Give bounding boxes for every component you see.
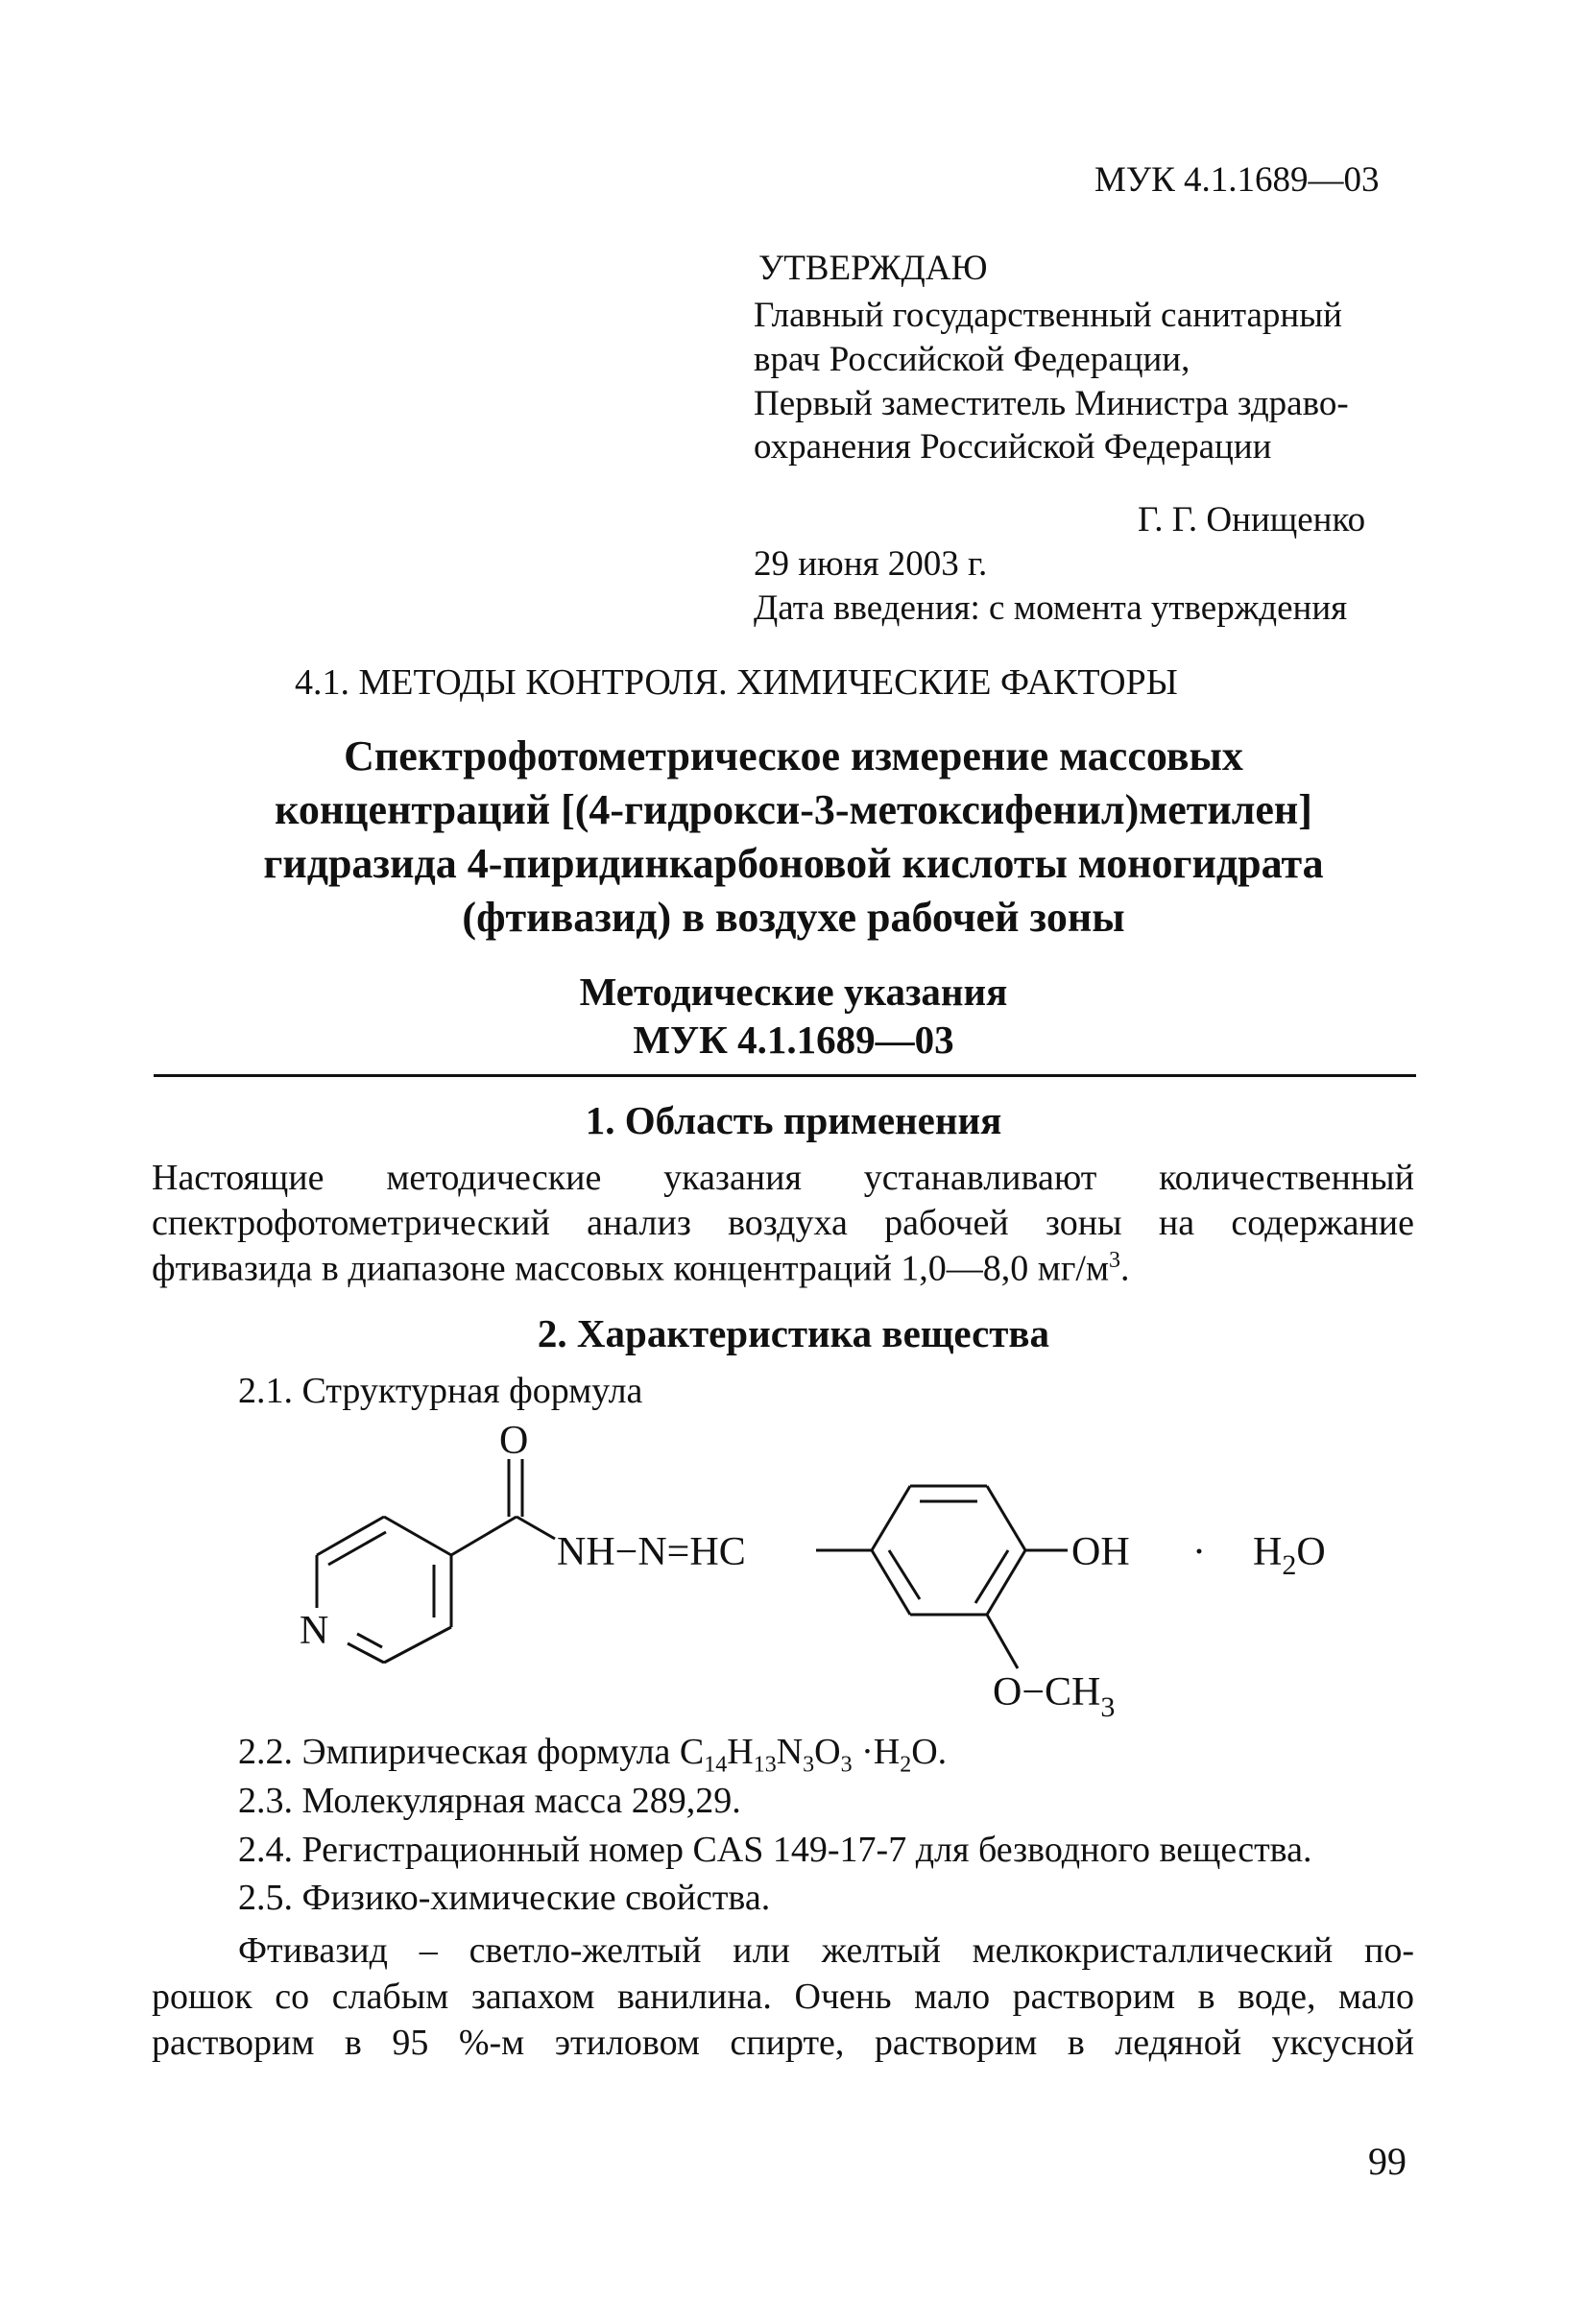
hydrazone-chain-label: NH−N=HC — [557, 1530, 746, 1574]
pyridine-bond — [384, 1627, 451, 1663]
benzene-double-bond — [975, 1550, 1008, 1603]
oxygen-label: O — [499, 1419, 529, 1463]
page-number: 99 — [1368, 2140, 1407, 2183]
list-item: 2.4. Регистрационный номер CAS 149-17-7 для безводного вещества. — [238, 1830, 1312, 1870]
carbonyl-bond — [451, 1517, 517, 1555]
approval-line: Главный государственный санитарный — [754, 296, 1342, 335]
benzene-bond — [872, 1550, 910, 1615]
approval-line: охранения Российской Федерации — [754, 427, 1272, 467]
pyridine-bond — [317, 1517, 384, 1555]
document-subtitle-code: МУК 4.1.1689—03 — [633, 1018, 954, 1062]
methoxy-bond — [987, 1615, 1018, 1668]
paragraph-line: растворим в 95 %-м этиловом спирте, растворим в ледяной уксусной — [152, 2023, 1414, 2063]
approval-date: 29 июня 2003 г. — [754, 544, 988, 584]
paragraph-line: рошок со слабым запахом ванилина. Очень мало растворим в воде, мало — [152, 1977, 1414, 2017]
benzene-bond — [872, 1486, 910, 1550]
pyridine-double-bond — [328, 1532, 386, 1565]
section-heading: 1. Область применения — [585, 1098, 1002, 1142]
methoxy-label: $O-CH_3$ — [993, 1670, 1116, 1723]
nitrogen-label: N — [300, 1609, 329, 1653]
list-item: 2.5. Физико-химические свойства. — [238, 1878, 771, 1918]
paragraph-line: Настоящие методические указания устанавливают количественный — [152, 1158, 1414, 1198]
signature-name: Г. Г. Онищенко — [1138, 500, 1366, 539]
document-title-line: (фтивазид) в воздухе рабочей зоны — [462, 894, 1125, 941]
approval-line: Первый заместитель Министра здраво- — [754, 384, 1349, 423]
document-subtitle: Методические указания — [579, 970, 1008, 1014]
structural-formula — [0, 1411, 1587, 1728]
document-title-line: Спектрофотометрическое измерение массовых — [344, 732, 1243, 779]
list-item: 2.1. Структурная формула — [238, 1371, 643, 1411]
hydrate-dot: · — [1192, 1530, 1206, 1574]
list-item: 2.2. Эмпирическая формула $C_{14}H_{13}N_3O_3 \cdot H_2O$. — [238, 1732, 948, 1778]
paragraph-line: фтивазида в диапазоне массовых концентраций 1,0—8,0 $мг/м^3$. — [152, 1248, 1130, 1289]
document-title-line: концентраций [(4-гидрокси-3-метоксифенил)метилен] — [275, 786, 1312, 833]
benzene-double-bond — [889, 1550, 920, 1599]
benzene-bond — [987, 1486, 1025, 1550]
document-code: МУК 4.1.1689—03 — [1094, 160, 1380, 200]
section-heading: 2. Характеристика вещества — [537, 1311, 1050, 1355]
effective-date: Дата введения: с момента утверждения — [754, 588, 1348, 628]
section-category: 4.1. МЕТОДЫ КОНТРОЛЯ. ХИМИЧЕСКИЕ ФАКТОРЫ — [295, 662, 1178, 703]
benzene-bond — [987, 1550, 1025, 1615]
paragraph-line: спектрофотометрический анализ воздуха рабочей зоны на содержание — [152, 1203, 1414, 1243]
paragraph-line: Фтивазид – светло-желтый или желтый мелкокристаллический по- — [238, 1930, 1414, 1971]
list-item: 2.3. Молекулярная масса 289,29. — [238, 1781, 741, 1821]
water-label: $H_2O$ — [1253, 1530, 1326, 1581]
approval-line: врач Российской Федерации, — [754, 340, 1190, 379]
pyridine-double-bond — [357, 1634, 382, 1647]
amide-bond — [517, 1517, 555, 1539]
approval-word: УТВЕРЖДАЮ — [758, 249, 988, 288]
hydroxyl-label: OH — [1071, 1530, 1130, 1574]
document-title-line: гидразида 4-пиридинкарбоновой кислоты моногидрата — [263, 840, 1324, 887]
divider-line — [154, 1074, 1416, 1077]
pyridine-bond — [384, 1517, 451, 1555]
